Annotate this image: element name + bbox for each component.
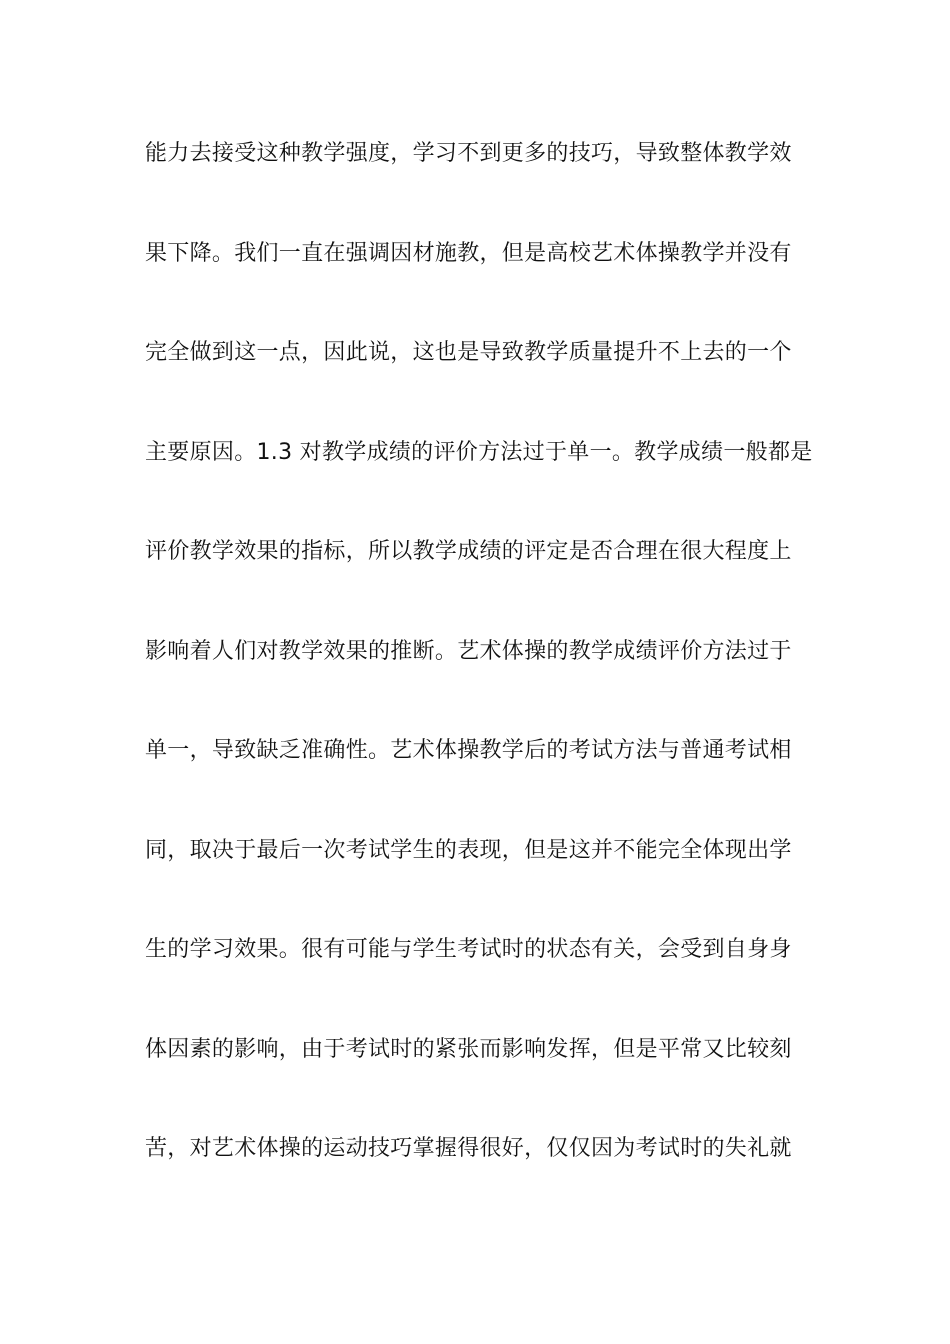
text-line: 生的学习效果。很有可能与学生考试时的状态有关，会受到自身身 (145, 937, 792, 962)
body-text (145, 134, 813, 1229)
text-line: 单一，导致缺乏准确性。艺术体操教学后的考试方法与普通考试相 (145, 738, 792, 763)
text-line: 影响着人们对教学效果的推断。艺术体操的教学成绩评价方法过于 (145, 638, 792, 664)
text-line: 体因素的影响，由于考试时的紧张而影响发挥，但是平常又比较刻 (145, 1036, 792, 1062)
text-line: 同，取决于最后一次考试学生的表现，但是这并不能完全体现出学 (145, 837, 792, 863)
text-line: 苦，对艺术体操的运动技巧掌握得很好，仅仅因为考试时的失礼就 (145, 1136, 792, 1161)
text-line: 能力去接受这种教学强度，学习不到更多的技巧，导致整体教学效 (145, 141, 792, 166)
text-line: 评价教学效果的指标，所以教学成绩的评定是否合理在很大程度上 (145, 539, 792, 564)
text-line: 果下降。我们一直在强调因材施教，但是高校艺术体操教学并没有 (145, 240, 792, 266)
text-line: 主要原因。1.3 对教学成绩的评价方法过于单一。教学成绩一般都是 (145, 439, 813, 465)
text-line: 完全做到这一点，因此说，这也是导致教学质量提升不上去的一个 (145, 340, 792, 365)
